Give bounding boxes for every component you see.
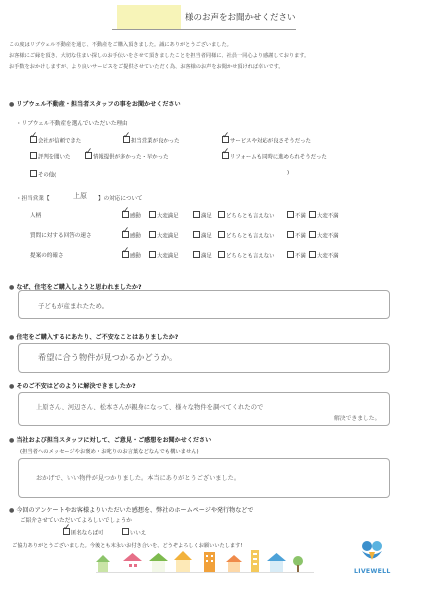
checkbox[interactable]: [30, 152, 37, 159]
bullet-icon: ●: [9, 437, 15, 444]
checkbox[interactable]: [309, 231, 316, 238]
question-3-heading: ● そのご不安はどのように解決できましたか?: [9, 383, 136, 390]
consent-line-2: ご紹介させていただいてよろしいでしょうか: [20, 518, 132, 524]
rating-row-label: 人柄: [30, 213, 42, 219]
rating-option[interactable]: 大変不満: [309, 231, 339, 240]
checkbox-checked[interactable]: [123, 136, 130, 143]
header-underline: [112, 29, 296, 30]
answer-4-handwritten: おかげで、いい物件が見つかりました。本当にありがとうございました。: [36, 475, 241, 482]
reason-option[interactable]: その他(: [30, 170, 56, 179]
reason-option[interactable]: ✓ 担当営業が良かった: [123, 136, 180, 145]
house-icon: [96, 555, 110, 572]
rating-option[interactable]: ✓ 感動: [122, 251, 141, 260]
checkbox-checked[interactable]: [30, 136, 37, 143]
checkbox-checked[interactable]: [122, 231, 129, 238]
answer-1-handwritten: 子どもが産まれたため。: [38, 302, 109, 310]
section-staff-heading: ● リブウェル不動産・担当者スタッフの事をお聞かせください: [9, 101, 181, 108]
rating-option[interactable]: 大変不満: [309, 251, 339, 260]
building-icon: [204, 552, 215, 572]
checkbox-checked[interactable]: [222, 152, 229, 159]
closing-message: ご協力ありがとうございました。今後とも末永いお付き合いを、どうぞよろしくお願いいたします!: [12, 543, 243, 549]
house-icon: [226, 555, 242, 572]
answer-3-handwritten: 上原さん、河辺さん、松本さんが親身になって、様々な物件を調べてくれたので: [36, 404, 264, 411]
livewell-logo-text: LIVEWELL: [354, 568, 391, 575]
checkbox[interactable]: [149, 211, 156, 218]
rating-row-label: 質問に対する回答の速さ: [30, 233, 92, 239]
checkbox[interactable]: [218, 231, 225, 238]
customer-name-field[interactable]: [117, 5, 181, 29]
rating-option[interactable]: どちらとも言えない: [218, 251, 275, 260]
rating-option[interactable]: 満足: [193, 211, 212, 220]
checkbox[interactable]: [30, 170, 37, 177]
rating-option[interactable]: 大変満足: [149, 231, 179, 240]
checkbox[interactable]: [193, 251, 200, 258]
reason-option[interactable]: ✓会社が信頼できた: [30, 136, 81, 145]
page-title: 様のお声をお聞かせください: [185, 13, 296, 23]
house-icon: [123, 553, 142, 572]
checkbox[interactable]: [193, 211, 200, 218]
checkbox-checked[interactable]: [63, 528, 70, 535]
reason-option[interactable]: ✓ サービスや対応が良さそうだった: [222, 136, 311, 145]
house-icon: [174, 551, 192, 572]
bullet-icon: ●: [9, 507, 15, 514]
rating-option[interactable]: どちらとも言えない: [218, 211, 275, 220]
checkbox-checked[interactable]: [122, 211, 129, 218]
checkbox[interactable]: [193, 231, 200, 238]
rating-option[interactable]: 不満: [287, 251, 306, 260]
reason-option[interactable]: ✓ リフォームも同時に進められそうだった: [222, 152, 327, 161]
staff-name-handwritten: 上原: [73, 192, 87, 200]
bullet-icon: ●: [9, 284, 15, 291]
consent-option-no[interactable]: いいえ: [122, 528, 146, 537]
bullet-icon: ●: [9, 101, 15, 108]
question-1-heading: ● なぜ、住宅をご購入しようと思われましたか?: [9, 284, 142, 291]
checkbox-checked[interactable]: [122, 251, 129, 258]
checkbox[interactable]: [218, 211, 225, 218]
reason-option[interactable]: 評判を聞いた: [30, 152, 70, 161]
reason-heading: ・リブウェル不動産を選んでいただいた理由: [16, 121, 128, 127]
checkbox[interactable]: [287, 231, 294, 238]
question-4-sub: (担当者へのメッセージやお褒め・お叱りのお言葉などなんでも構いません): [20, 449, 199, 455]
other-close-paren: ): [287, 170, 290, 176]
rating-option[interactable]: 満足: [193, 251, 212, 260]
rating-option[interactable]: 大変不満: [309, 211, 339, 220]
question-4-heading: ● 当社および担当スタッフに対して、ご意見・ご感想をお聞かせください: [9, 437, 212, 444]
rating-option[interactable]: 大変満足: [149, 251, 179, 260]
rating-option[interactable]: 満足: [193, 231, 212, 240]
consent-option-anonymous[interactable]: ✓匿名ならば可: [63, 528, 103, 537]
intro-line-3: お手数をおかけしますが、より良いサービスをご提供させていただく為、お客様のお声をお聞かせ頂ければ幸いです。: [9, 64, 284, 70]
rating-option[interactable]: ✓ 感動: [122, 231, 141, 240]
rating-row-label: 提案の的確さ: [30, 253, 64, 259]
checkbox[interactable]: [218, 251, 225, 258]
building-icon: [251, 550, 259, 572]
rating-option[interactable]: どちらとも言えない: [218, 231, 275, 240]
reason-option[interactable]: ✓ 情報提供が多かった・早かった: [85, 152, 168, 161]
livewell-logo-icon: [358, 538, 386, 566]
rating-option[interactable]: 大変満足: [149, 211, 179, 220]
rating-option[interactable]: ✓ 感動: [122, 211, 141, 220]
bullet-icon: ●: [9, 383, 15, 390]
house-icon: [149, 553, 168, 572]
checkbox-checked[interactable]: [85, 152, 92, 159]
checkbox[interactable]: [149, 251, 156, 258]
intro-line-1: この度はリブウェル不動産を通じ、不動産をご購入頂きました。誠にありがとうございました。: [9, 42, 232, 48]
checkbox[interactable]: [122, 528, 129, 535]
tree-icon: [293, 556, 303, 572]
checkbox-checked[interactable]: [222, 136, 229, 143]
rating-option[interactable]: 不満: [287, 211, 306, 220]
house-icon: [267, 553, 286, 572]
answer-2-handwritten: 希望に合う物件が見つかるかどうか。: [38, 352, 178, 362]
checkbox[interactable]: [287, 211, 294, 218]
checkbox[interactable]: [309, 251, 316, 258]
checkbox[interactable]: [287, 251, 294, 258]
rating-option[interactable]: 不満: [287, 231, 306, 240]
question-2-heading: ● 住宅をご購入するにあたり、ご不安なことはありましたか?: [9, 334, 179, 341]
staff-label-prefix: ・担当営業【: [16, 196, 50, 202]
answer-3-handwritten-cont: 解決できました。: [334, 416, 381, 422]
checkbox[interactable]: [309, 211, 316, 218]
bullet-icon: ●: [9, 334, 15, 341]
consent-heading: ● 今回のアンケートやお客様よりいただいた感想を、弊社のホームページや発行物などで: [9, 507, 254, 514]
staff-label-suffix: 】の対応について: [98, 196, 143, 202]
town-illustration: [96, 548, 314, 574]
intro-line-2: お客様にご縁を頂き、大切な住まい探しのお手伝いをさせて頂きましたことを担当者同様に、社員一同心より感謝しております。: [9, 53, 310, 59]
checkbox[interactable]: [149, 231, 156, 238]
